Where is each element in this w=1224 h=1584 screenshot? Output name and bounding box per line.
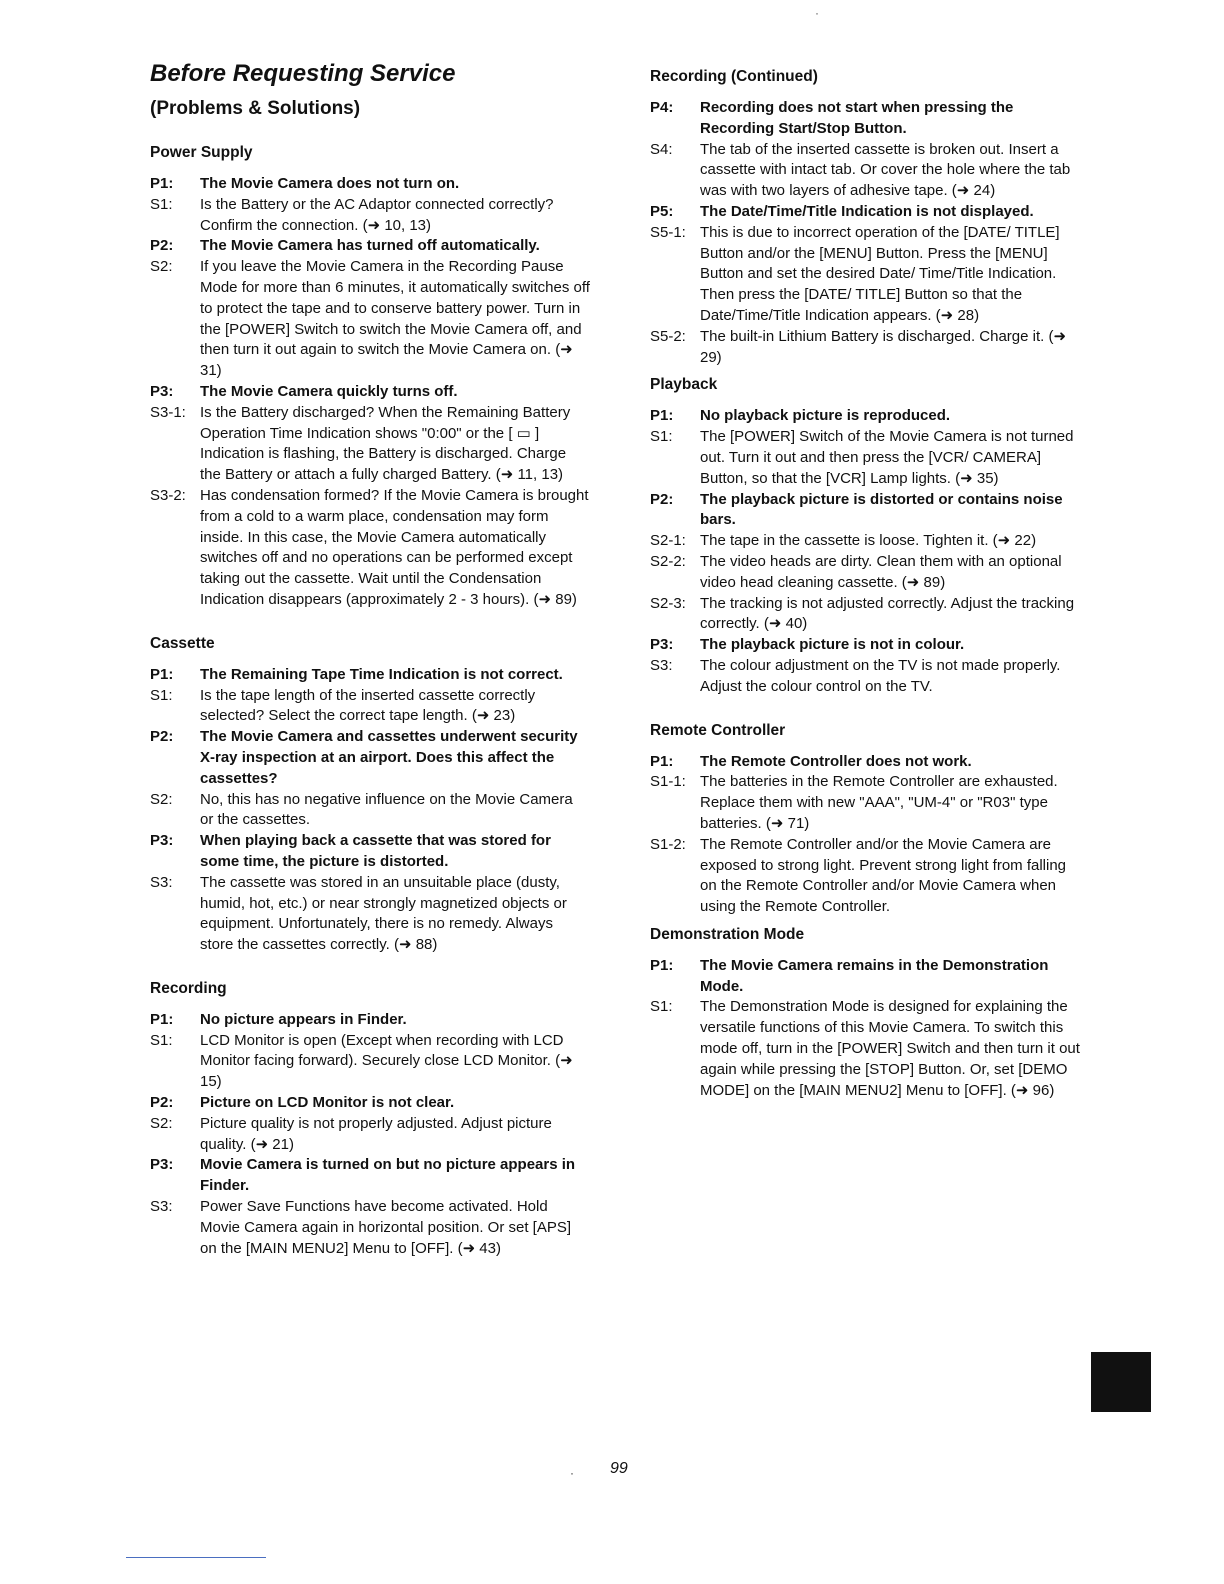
solution-label: S5-2: xyxy=(650,327,686,345)
solution-entry xyxy=(650,656,1080,698)
stray-mark-top: · xyxy=(815,6,819,20)
problem-text: Movie Camera is turned on but no picture appears in Finder. xyxy=(200,1156,576,1195)
problem-text: The Movie Camera quickly turns off. xyxy=(200,382,458,400)
problem-entry xyxy=(150,1155,590,1197)
problem-text: The playback picture is not in colour. xyxy=(700,636,965,654)
problem-text: The Movie Camera has turned off automatically. xyxy=(200,237,540,255)
solution-text: The batteries in the Remote Controller are exhausted. Replace them with new "AAA", "UM-4" or "R03" type batteries. (➜ 71) xyxy=(700,773,1058,832)
problem-label: P3: xyxy=(150,382,174,400)
solution-entry xyxy=(650,223,1080,327)
solution-label: S3-1: xyxy=(150,403,186,421)
problem-text: The playback picture is distorted or contains noise bars. xyxy=(700,490,1063,529)
right-column-body xyxy=(650,68,1080,1101)
problem-text: The Remaining Tape Time Indication is not correct. xyxy=(200,665,563,683)
solution-text: LCD Monitor is open (Except when recording with LCD Monitor facing forward). Securely close LCD Monitor. (➜ 15) xyxy=(200,1031,573,1091)
page-title: Before Requesting Service xyxy=(150,60,456,87)
problem-text: No picture appears in Finder. xyxy=(200,1010,407,1028)
problem-entry xyxy=(150,382,590,403)
problem-label: P5: xyxy=(650,202,674,220)
problem-text: The Movie Camera does not turn on. xyxy=(200,175,460,192)
solution-entry xyxy=(650,327,1080,369)
solution-label: S1-1: xyxy=(650,773,686,791)
section-heading: Power Supply xyxy=(150,144,253,161)
solution-label: S2: xyxy=(150,1114,173,1132)
solution-label: S1: xyxy=(150,1031,173,1049)
solution-entry xyxy=(150,790,590,832)
problem-label: P4: xyxy=(650,99,674,116)
solution-text: The Remote Controller and/or the Movie Camera are exposed to strong light. Prevent strong light from falling on the Remote Controller and/or Movie Camera when using the Remote Controller. xyxy=(700,835,1067,916)
solution-text: Picture quality is not properly adjusted. Adjust picture quality. (➜ 21) xyxy=(200,1114,552,1153)
left-column xyxy=(150,60,590,1259)
right-column xyxy=(650,60,1080,1101)
solution-label: S3: xyxy=(150,873,173,891)
problem-label: P3: xyxy=(150,1156,174,1174)
problem-entry xyxy=(150,236,590,257)
solution-label: S1: xyxy=(650,428,673,446)
problem-label: P1: xyxy=(150,1010,174,1028)
section-heading: Recording (Continued) xyxy=(650,68,818,85)
problem-entry xyxy=(150,174,590,195)
problem-entry xyxy=(150,1010,590,1031)
solution-text: This is due to incorrect operation of the [DATE/ TITLE] Button and/or the [MENU] Button. Press the [MENU] Button and set the desired Date/ Time/Title Indication. Then press the [DATE/ TITLE] Button so that the Date/Time/Title Indication appears. (➜ 28) xyxy=(700,223,1060,324)
solution-text: The tab of the inserted cassette is broken out. Insert a cassette with intact tab. Or cover the hole where the tab was with two layers of adhesive tape. (➜ 24) xyxy=(700,140,1071,200)
solution-entry xyxy=(650,835,1080,918)
solution-label: S3: xyxy=(150,1198,173,1216)
page-number: 99 xyxy=(610,1460,628,1477)
solution-text: The colour adjustment on the TV is not made properly. Adjust the colour control on the TV. xyxy=(700,656,1061,695)
solution-text: The video heads are dirty. Clean them with an optional video head cleaning cassette. (➜ 89) xyxy=(700,552,1062,591)
problem-text: The Movie Camera remains in the Demonstration Mode. xyxy=(700,956,1049,995)
solution-entry xyxy=(150,686,590,728)
problem-label: P1: xyxy=(650,752,674,770)
problem-entry xyxy=(650,490,1080,532)
solution-entry xyxy=(650,772,1080,834)
problem-text: The Movie Camera and cassettes underwent security X-ray inspection at an airport. Does this affect the cassettes? xyxy=(200,728,578,787)
problem-text: The Date/Time/Title Indication is not displayed. xyxy=(700,202,1034,220)
solution-label: S2-3: xyxy=(650,594,686,612)
solution-label: S1: xyxy=(150,686,173,704)
solution-entry xyxy=(150,257,590,382)
solution-label: S2: xyxy=(150,258,173,276)
problem-entry xyxy=(150,1093,590,1114)
problem-text: Recording does not start when pressing the Recording Start/Stop Button. xyxy=(700,99,1014,137)
solution-label: S1-2: xyxy=(650,835,686,853)
problem-entry xyxy=(150,665,590,686)
problem-label: P2: xyxy=(150,1094,174,1112)
solution-entry xyxy=(650,427,1080,489)
solution-label: S5-1: xyxy=(650,223,686,241)
spacer xyxy=(150,611,590,627)
solution-label: S1: xyxy=(150,195,173,213)
problem-entry xyxy=(650,202,1080,223)
page-subtitle: (Problems & Solutions) xyxy=(150,98,361,119)
solution-text: Power Save Functions have become activated. Hold Movie Camera again in horizontal position. Or set [APS] on the [MAIN MENU2] Menu to [OFF]. (➜ 43) xyxy=(200,1198,572,1257)
problem-label: P1: xyxy=(650,956,674,974)
solution-entry xyxy=(150,873,590,956)
solution-text: Is the Battery or the AC Adaptor connected correctly? Confirm the connection. (➜ 10, 13) xyxy=(200,195,554,234)
solution-entry xyxy=(150,486,590,611)
solution-entry xyxy=(150,1197,590,1259)
solution-text: Is the Battery discharged? When the Remaining Battery Operation Time Indication shows "0:00" or the [ ▭ ] Indication is flashing, the Battery is discharged. Charge the Battery or attach a fully charged Battery. (➜ 11, 13) xyxy=(200,403,571,484)
solution-entry xyxy=(150,1031,590,1093)
problem-text: No playback picture is reproduced. xyxy=(700,407,951,425)
solution-entry xyxy=(150,403,590,486)
spacer xyxy=(650,698,1080,714)
solution-label: S4: xyxy=(650,140,673,158)
solution-entry xyxy=(150,1114,590,1156)
problem-label: P1: xyxy=(150,665,174,683)
solution-text: The tape in the cassette is loose. Tighten it. (➜ 22) xyxy=(700,532,1037,550)
section-heading: Playback xyxy=(650,376,718,394)
solution-entry xyxy=(150,195,590,237)
problem-label: P1: xyxy=(650,407,674,425)
problem-text: Picture on LCD Monitor is not clear. xyxy=(200,1094,455,1112)
solution-text: The cassette was stored in an unsuitable place (dusty, humid, hot, etc.) or near strongly magnetized objects or equipment. Unfortunately, there is no remedy. Always store the cassettes correctly. (➜ 88) xyxy=(200,873,567,954)
solution-entry xyxy=(650,531,1080,552)
solution-label: S3-2: xyxy=(150,486,186,504)
solution-label: S2-2: xyxy=(650,552,686,570)
problem-label: P2: xyxy=(150,237,174,255)
solution-text: Has condensation formed? If the Movie Camera is brought from a cold to a warm place, condensation may form inside. In this case, the Movie Camera automatically switches off and no operations can be performed except taking out the cassette. Wait until the Condensation Indication disappears (approximately 2 - 3 hours). (➜ 89) xyxy=(200,486,589,608)
problem-label: P2: xyxy=(650,490,674,508)
problem-text: The Remote Controller does not work. xyxy=(700,752,972,770)
problem-entry xyxy=(650,752,1080,773)
solution-text: The Demonstration Mode is designed for explaining the versatile functions of this Movie Camera. To switch this mode off, turn in the [POWER] Switch and then turn it out again while pressing the [STOP] Button. Or, set [DEMO MODE] on the [MAIN MENU2] Menu to [OFF]. (➜ 96) xyxy=(700,998,1080,1099)
problem-label: P2: xyxy=(150,728,174,746)
section-heading: Cassette xyxy=(150,634,215,652)
solution-label: S2: xyxy=(150,790,173,808)
problem-label: P1: xyxy=(150,175,174,192)
problem-entry xyxy=(150,831,590,873)
problem-text: When playing back a cassette that was stored for some time, the picture is distorted. xyxy=(200,832,551,870)
spacer xyxy=(150,956,590,972)
solution-text: The [POWER] Switch of the Movie Camera is not turned out. Turn it out and then press the [VCR/ CAMERA] Button, so that the [VCR] Lamp lights. (➜ 35) xyxy=(700,428,1074,487)
solution-text: No, this has no negative influence on the Movie Camera or the cassettes. xyxy=(200,790,573,829)
section-heading: Demonstration Mode xyxy=(650,925,805,943)
stray-mark-bottom: · xyxy=(570,1466,574,1480)
solution-entry xyxy=(650,997,1080,1101)
solution-label: S1: xyxy=(650,998,673,1016)
solution-label: S2-1: xyxy=(650,532,686,550)
problem-label: P3: xyxy=(150,832,174,850)
problem-entry xyxy=(650,406,1080,427)
solution-entry xyxy=(650,594,1080,636)
solution-label: S3: xyxy=(650,656,673,674)
problem-entry xyxy=(650,635,1080,656)
problem-entry xyxy=(150,727,590,789)
section-heading: Remote Controller xyxy=(650,721,786,739)
left-column-body xyxy=(150,144,590,1259)
solution-text: The tracking is not adjusted correctly. Adjust the tracking correctly. (➜ 40) xyxy=(700,594,1075,633)
footer-rule xyxy=(126,1557,266,1558)
solution-text: The built-in Lithium Battery is discharged. Charge it. (➜ 29) xyxy=(700,327,1067,366)
problem-entry xyxy=(650,98,1080,140)
section-heading: Recording xyxy=(150,979,227,997)
solution-entry xyxy=(650,552,1080,594)
problem-label: P3: xyxy=(650,636,674,654)
solution-text: Is the tape length of the inserted cassette correctly selected? Select the correct tape length. (➜ 23) xyxy=(200,686,536,725)
problem-entry xyxy=(650,956,1080,998)
solution-entry xyxy=(650,140,1080,202)
section-tab-marker xyxy=(1091,1352,1151,1412)
solution-text: If you leave the Movie Camera in the Recording Pause Mode for more than 6 minutes, it automatically switches off to protect the tape and to conserve battery power. Turn in the [POWER] Switch to switch the Movie Camera off, and then turn it out again to switch the Movie Camera on. (➜ 31) xyxy=(200,258,590,380)
